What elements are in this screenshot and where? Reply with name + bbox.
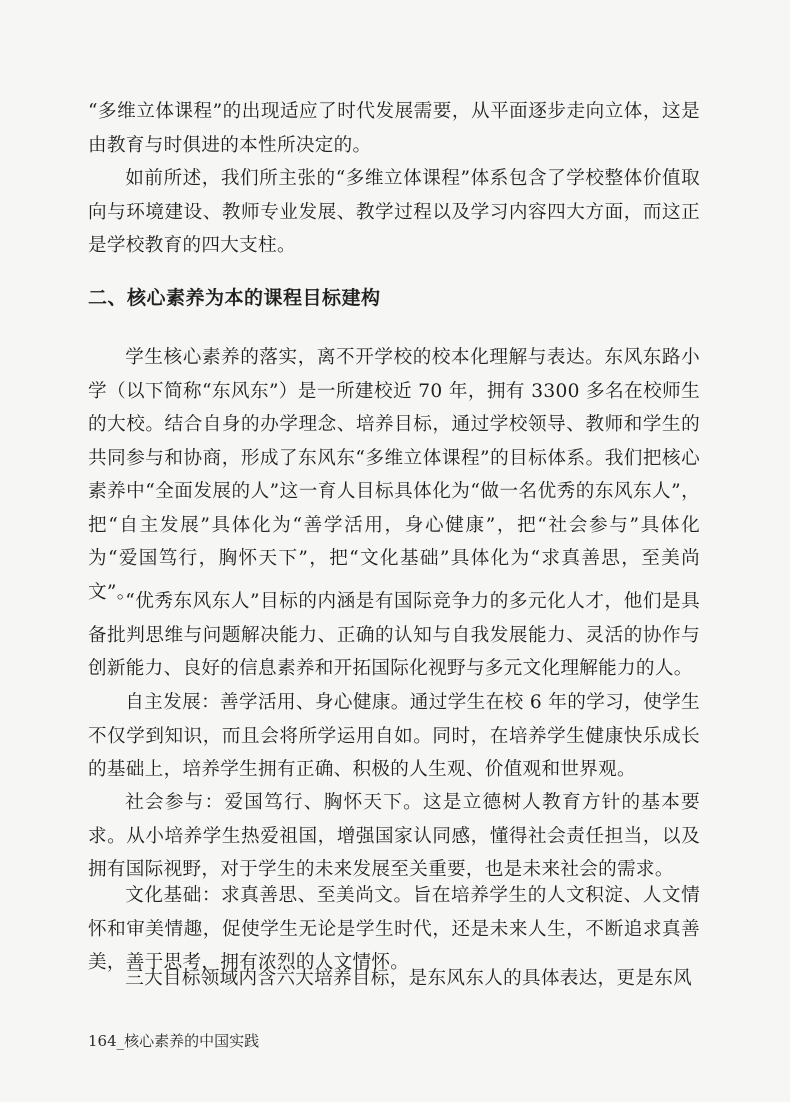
paragraph-5: 自主发展：善学活用、身心健康。通过学生在校 6 年的学习，使学生不仅学到知识，而且会将所学运用自如。同时，在培养学生健康快乐成长的基础上，培养学生拥有正确、积极的人生观、价值观和世界观。 [88, 692, 700, 780]
page-footer [88, 1030, 259, 1052]
paragraph-3: 学生核心素养的落实，离不开学校的校本化理解与表达。东风东路小学（以下简称“东风东”）是一所建校近 70 年，拥有 3300 多名在校师生的大校。结合自身的办学理念、培养目标，通过学校领导、教师和学生的共同参与和协商，形成了东风东“多维立体课程”的目标体系。我们把核心素养中“全面发展的人”这一育人目标具体化为“做一名优秀的东风东人”，把“自主发展”具体化为“善学活用，身心健康”，把“社会参与”具体化为“爱国笃行，胸怀天下”，把“文化基础”具体化为“求真善思，至美尚文”。 [88, 347, 700, 603]
paragraph-6: 社会参与：爱国笃行、胸怀天下。这是立德树人教育方针的基本要求。从小培养学生热爱祖国，增强国家认同感，懂得社会责任担当，以及拥有国际视野，对于学生的未来发展至关重要，也是未来社会的需求。 [88, 792, 700, 880]
paragraph-4: “优秀东风东人”目标的内涵是有国际竞争力的多元化人才，他们是具备批判思维与问题解决能力、正确的认知与自我发展能力、灵活的协作与创新能力、良好的信息素养和开拓国际化视野与多元文化理解能力的人。 [88, 591, 700, 679]
page-number: 164_ [88, 1032, 125, 1050]
paragraph-7: 文化基础：求真善思、至美尚文。旨在培养学生的人文积淀、人文情怀和审美情趣，促使学生无论是学生时代，还是未来人生，不断追求真善美，善于思考，拥有浓烈的人文情怀。 [88, 885, 700, 973]
section-heading: 二、核心素养为本的课程目标建构 [88, 287, 381, 309]
paragraph-2: 如前所述，我们所主张的“多维立体课程”体系包含了学校整体价值取向与环境建设、教师专业发展、教学过程以及学习内容四大方面，而这正是学校教育的四大支柱。 [88, 168, 700, 256]
paragraph-1: “多维立体课程”的出现适应了时代发展需要，从平面逐步走向立体，这是由教育与时俱进的本性所决定的。 [88, 101, 700, 156]
paragraph-8: 三大目标领域内含六大培养目标，是东风东人的具体表达，更是东风 [125, 968, 693, 989]
footer-book-title: 核心素养的中国实践 [124, 1032, 260, 1050]
